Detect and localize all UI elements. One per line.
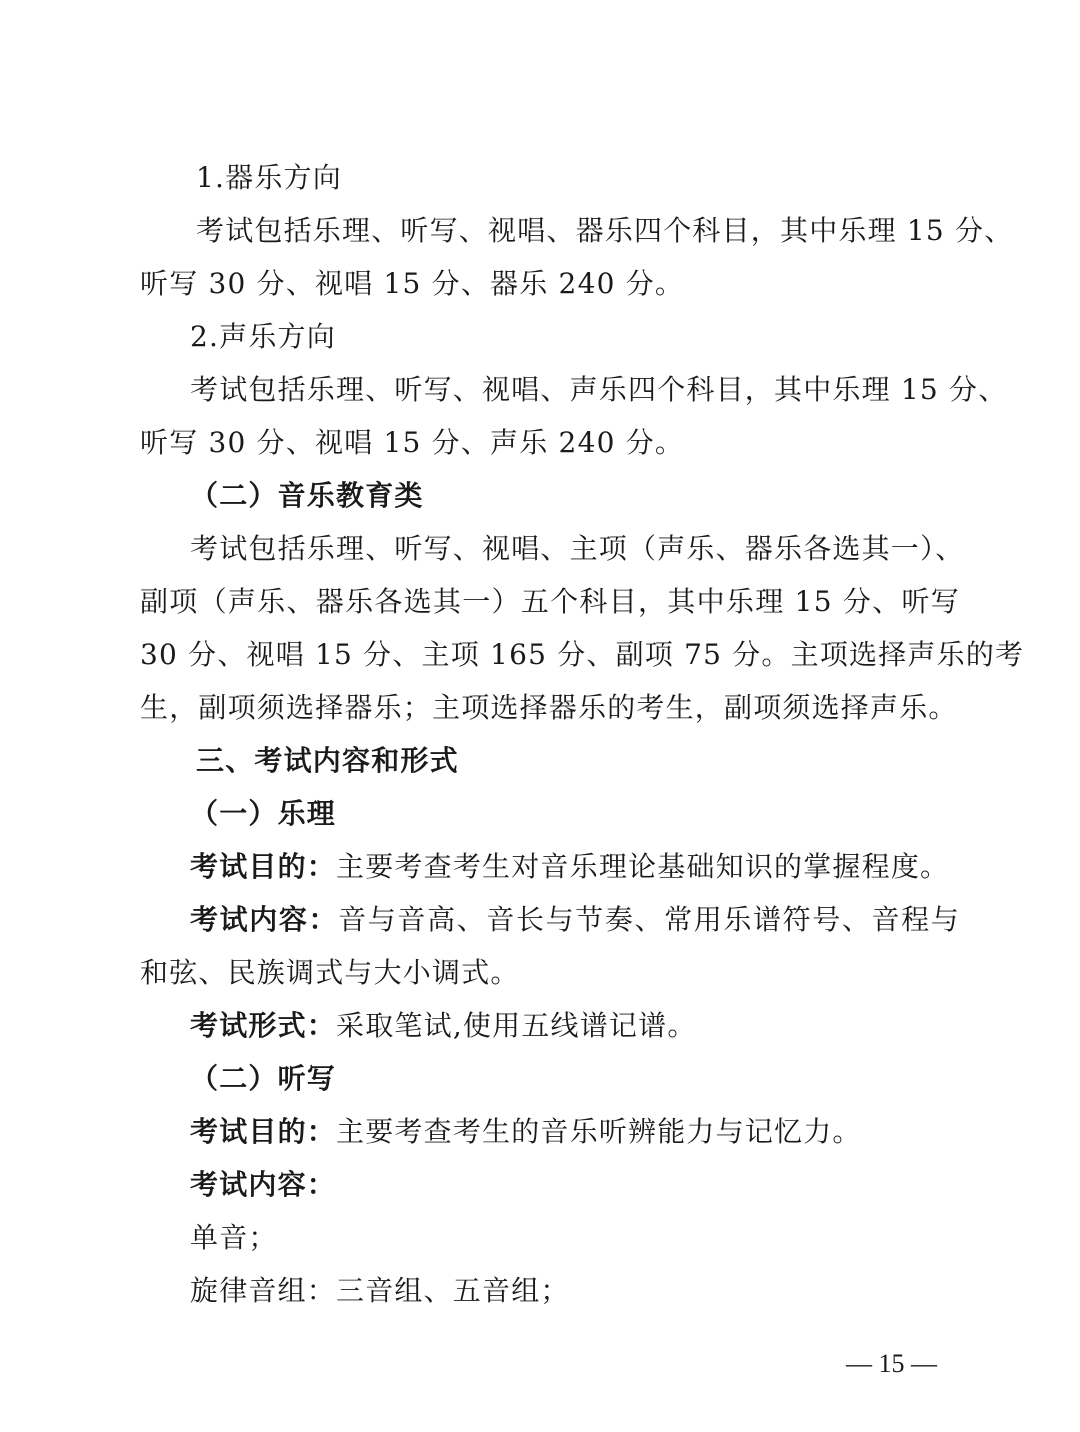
theory-content-text-1: 音与音高、音长与节奏、常用乐谱符号、音程与 [338,903,960,936]
theory-form-text: 采取笔试,使用五线谱记谱。 [336,1009,697,1042]
section-three-heading: 三、考试内容和形式 [196,744,459,777]
dictation-purpose-text: 主要考查考生的音乐听辨能力与记忆力。 [336,1115,862,1148]
dictation-purpose-label: 考试目的： [190,1115,337,1148]
vocal-paragraph-line-1: 考试包括乐理、听写、视唱、声乐四个科目，其中乐理 15 分、 [190,373,1008,406]
theory-purpose-label: 考试目的： [190,850,337,883]
education-paragraph-line-2: 副项（声乐、器乐各选其一）五个科目，其中乐理 15 分、听写 [140,585,960,618]
theory-purpose-line [190,847,960,887]
theory-content-line-2: 和弦、民族调式与大小调式。 [140,956,520,989]
instrumental-paragraph-line-2: 听写 30 分、视唱 15 分、器乐 240 分。 [140,267,685,300]
theory-form-label: 考试形式： [190,1009,337,1042]
education-paragraph-line-3: 30 分、视唱 15 分、主项 165 分、副项 75 分。主项选择声乐的考 [140,638,1025,671]
music-theory-heading: （一）乐理 [190,797,337,830]
dictation-content-label: 考试内容： [190,1168,337,1201]
music-education-heading: （二）音乐教育类 [190,479,424,512]
theory-purpose-text: 主要考查考生对音乐理论基础知识的掌握程度。 [336,850,950,883]
dictation-item-single-note: 单音； [190,1221,278,1254]
dictation-purpose-line [190,1112,960,1152]
theory-content-line-1 [190,900,960,940]
vocal-paragraph-line-2: 听写 30 分、视唱 15 分、声乐 240 分。 [140,426,685,459]
education-paragraph-line-4: 生，副项须选择器乐；主项选择器乐的考生，副项须选择声乐。 [140,691,958,724]
instrumental-paragraph-line-1: 考试包括乐理、听写、视唱、器乐四个科目，其中乐理 15 分、 [196,214,1014,247]
education-paragraph-line-1: 考试包括乐理、听写、视唱、主项（声乐、器乐各选其一）、 [190,532,965,565]
theory-form-line [190,1006,960,1046]
instrumental-heading: 1.器乐方向 [196,161,342,194]
page-number: — 15 — [846,1349,937,1378]
vocal-heading: 2.声乐方向 [190,320,336,353]
dictation-heading: （二）听写 [190,1062,337,1095]
theory-content-label: 考试内容： [190,903,339,936]
dictation-item-melodic-groups: 旋律音组：三音组、五音组； [190,1274,570,1307]
